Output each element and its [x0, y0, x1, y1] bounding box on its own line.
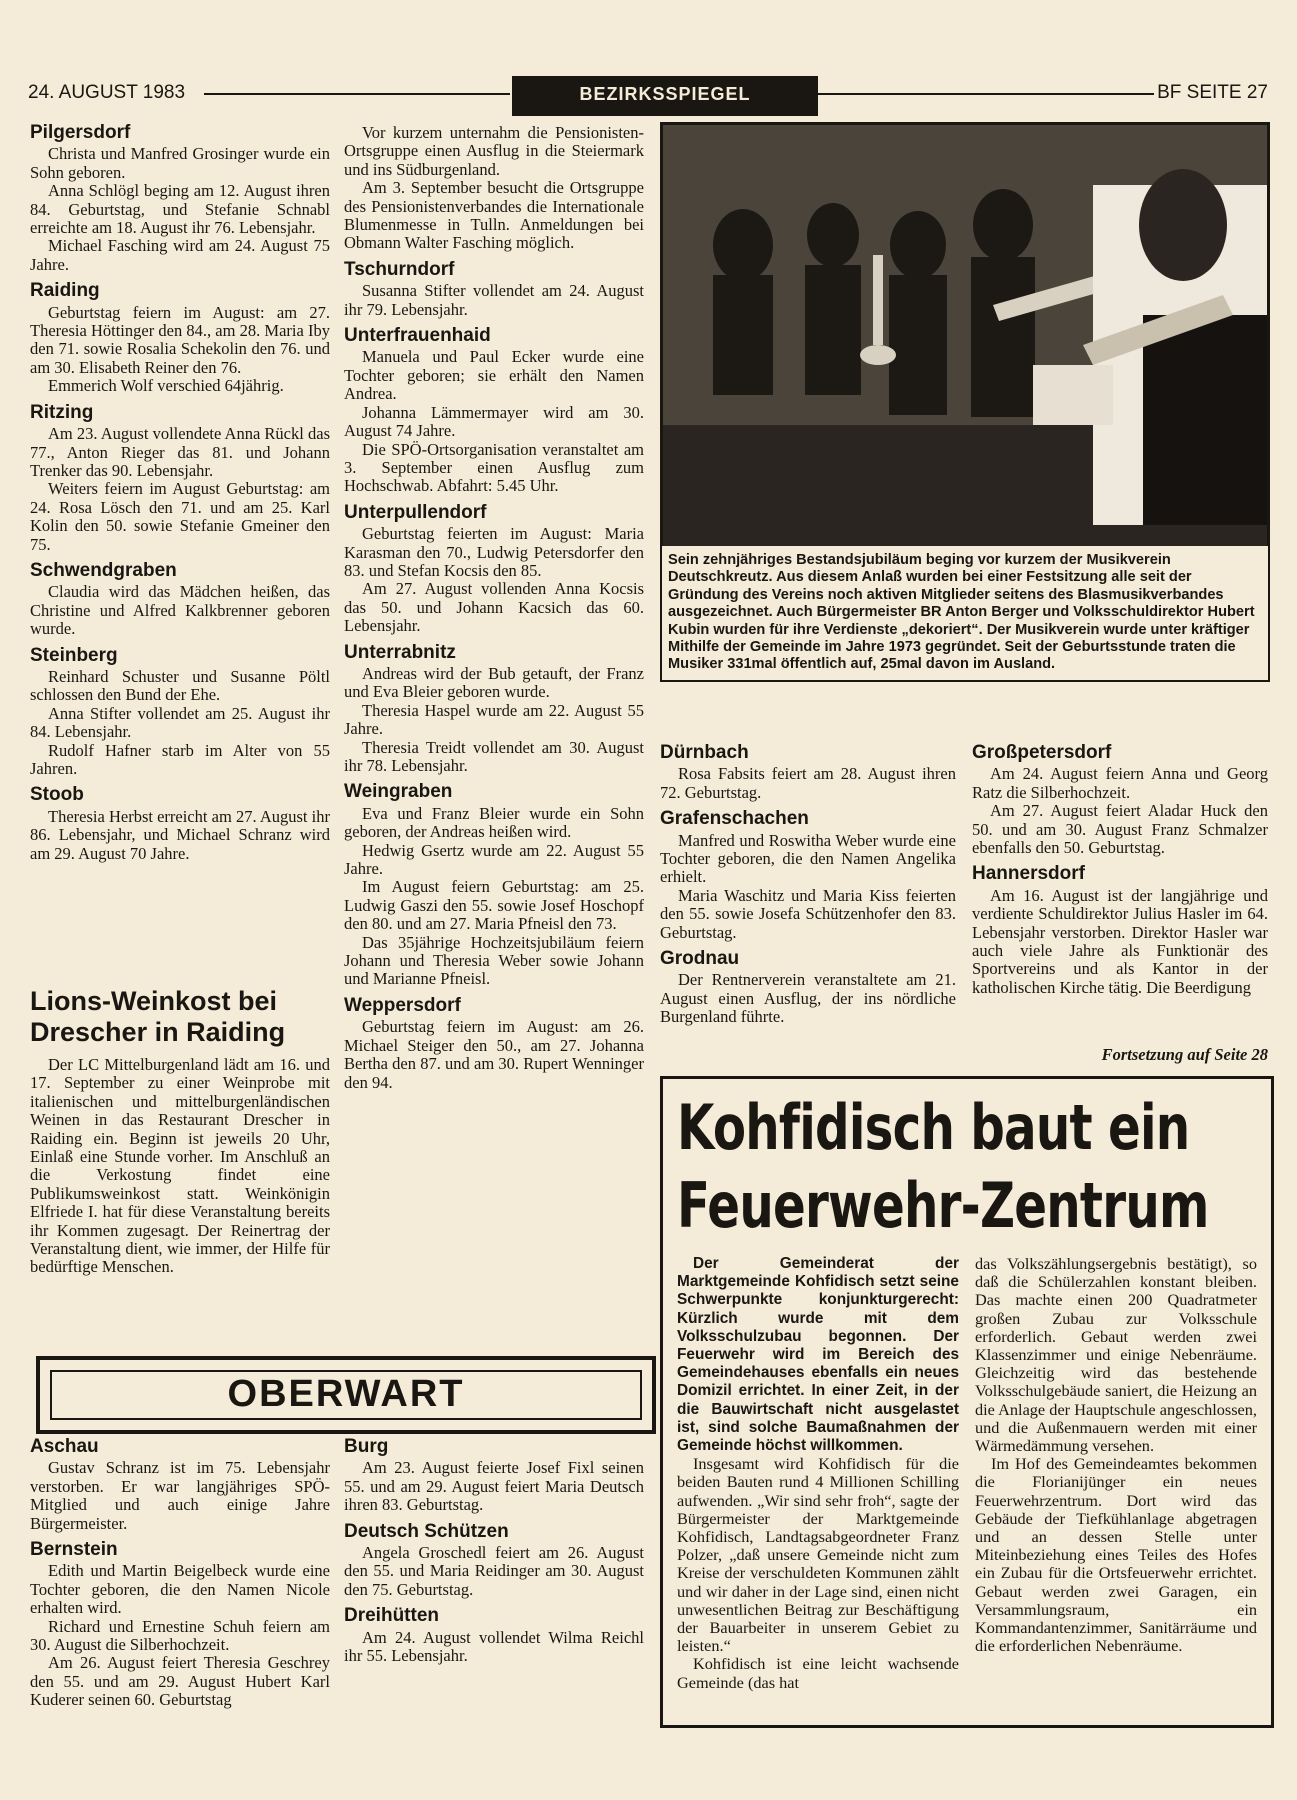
heading-grodnau: Grodnau	[660, 948, 740, 970]
page-header	[28, 76, 1268, 112]
oberwart-column-1	[30, 1438, 330, 1710]
news-item: Am 3. September besucht die Ortsgruppe des Pensionistenverbandes die Internationale Blumenmesse in Tulln. Anmeldungen bei Obmann Walter Fasching möglich.	[344, 178, 644, 253]
heading-deutsch-schuetzen: Deutsch Schützen	[344, 1520, 509, 1542]
band-photo	[660, 122, 1270, 550]
heading-stoob: Stoob	[30, 784, 84, 806]
news-item: Geburtstag feiern im August: am 26. Michael Steiger den 50., am 27. Johanna Bertha den 87. und am 30. Rupert Wenninger den 94.	[344, 1017, 644, 1092]
news-item: Anna Stifter vollendet am 25. August ihr 84. Lebensjahr.	[30, 703, 330, 742]
heading-burg: Burg	[344, 1436, 389, 1457]
column-4	[972, 744, 1268, 997]
header-rule-right	[816, 93, 1154, 95]
continuation-note-wrap	[972, 1040, 1268, 1064]
news-item: Rudolf Hafner starb im Alter von 55 Jahren.	[30, 740, 330, 778]
continuation-note: Fortsetzung auf Seite 28	[1101, 1045, 1268, 1064]
heading-aschau: Aschau	[30, 1436, 99, 1457]
kohfidisch-paragraph: Im Hof des Gemeindeamtes bekommen die Florianijünger ein neues Feuerwehrzentrum. Dort wird das Gebäude der Tiefkühlanlage abgetragen und an dessen Stelle unter Miteinbeziehung eines Teiles des Hofes ein Zubau für die Ortsfeuerwehr errichtet. Gebaut werden zwei Garagen, ein Versammlungsraum, ein Kommandantenzimmer, Sanitärräume und die erforderlichen Nebenräume.	[975, 1454, 1257, 1656]
news-item: Am 26. August feiert Theresia Geschrey den 55. und am 29. August Hubert Karl Kuderer seinen 60. Geburtstag	[30, 1653, 330, 1710]
heading-weppersdorf: Weppersdorf	[344, 994, 461, 1016]
issue-date: 24. AUGUST 1983	[28, 82, 186, 103]
news-item: Am 27. August feiert Aladar Huck den 50. und am 30. August Franz Schmalzer ebenfalls den 50. Geburtstag.	[972, 801, 1268, 858]
news-item: Am 23. August vollendete Anna Rückl das 77., Anton Rieger das 81. und Johann Trenker das 90. Lebensjahr.	[30, 424, 330, 480]
news-item: Anna Schlögl beging am 12. August ihren 84. Geburtstag, und Stefanie Schnabl erreichte am 18. August ihr 76. Lebensjahr.	[30, 181, 330, 238]
news-item: Am 24. August feiern Anna und Georg Ratz die Silberhochzeit.	[972, 764, 1268, 802]
news-item: Hedwig Gsertz wurde am 22. August 55 Jahre.	[344, 840, 644, 879]
heading-bernstein: Bernstein	[30, 1539, 118, 1561]
lions-article	[30, 980, 330, 1277]
lions-headline: Lions-Weinkost bei Drescher in Raiding	[30, 986, 286, 1047]
kohfidisch-paragraph: Insgesamt wird Kohfidisch für die beiden Bauten rund 4 Millionen Schilling aufwenden. „Wir sind sehr froh“, sagte der Bürgermeister der Marktgemeinde Kohfidisch, Landtagsabgeordneter Franz Polzer, „daß unsere Gemeinde nicht zum Kreise der verschuldeten Kommunen zählt und wir daher in der Lage sind, einen nicht unwesentlichen Beitrag zur Beschäftigung der Bauarbeiter in unserem Gebiet zu leisten.“	[677, 1454, 959, 1656]
news-item: Michael Fasching wird am 24. August 75 Jahre.	[30, 236, 330, 274]
kohfidisch-headline-line-1: Kohfidisch baut ein	[677, 1091, 1190, 1164]
heading-tschurndorf: Tschurndorf	[344, 258, 455, 280]
lions-text: Der LC Mittelburgenland lädt am 16. und 17. September zu einer Weinprobe mit italienischen und mittelburgenländischen Weinen in das Restaurant Drescher in Raiding ein. Beginn ist jeweils 20 Uhr, Einlaß eine Stunde vorher. Im Anschluß an die Verkostung findet eine Publikumsweinkost statt. Weinkönigin Elfriede I. hat für diese Veranstaltung bereits ihr Kommen zugesagt. Der Reinertrag der Veranstaltung dient, wie immer, der Hilfe für bedürftige Menschen.	[30, 1055, 330, 1277]
news-item: Johanna Lämmermayer wird am 30. August 74 Jahre.	[344, 402, 644, 441]
news-item: Christa und Manfred Grosinger wurde ein Sohn geboren.	[30, 144, 330, 182]
heading-pilgersdorf: Pilgersdorf	[30, 122, 131, 143]
news-item: Geburtstag feierten im August: Maria Karasman den 70., Ludwig Petersdorfer den 83. und Stefan Kocsis den 85.	[344, 524, 644, 580]
musicians-illustration	[663, 125, 1267, 547]
heading-raiding: Raiding	[30, 280, 100, 302]
news-item: Im August feiern Geburtstag: am 25. Ludwig Gaszi den 55. sowie Josef Hoschopf den 80. und am 27. Maria Pfneisl den 73.	[344, 877, 644, 934]
kohfidisch-right-column	[975, 1255, 1257, 1655]
news-item: Emmerich Wolf verschied 64jährig.	[48, 376, 284, 396]
news-item: Andreas wird der Bub getauft, der Franz und Eva Bleier geboren wurde.	[344, 663, 644, 702]
heading-grafenschachen: Grafenschachen	[660, 808, 809, 830]
news-item: Edith und Martin Beigelbeck wurde eine Tochter geboren, die den Namen Nicole erhalten wird.	[30, 1561, 330, 1618]
news-item: Gustav Schranz ist im 75. Lebensjahr verstorben. Er war langjähriges SPÖ-Mitglied und auch einige Jahre Bürgermeister.	[30, 1458, 330, 1533]
news-item: Rosa Fabsits feiert am 28. August ihren 72. Geburtstag.	[660, 764, 956, 802]
kohfidisch-headline	[677, 1089, 1209, 1245]
news-item: Am 24. August vollendet Wilma Reichl ihr 55. Lebensjahr.	[344, 1627, 644, 1666]
column-2	[344, 124, 644, 1092]
news-item: Theresia Haspel wurde am 22. August 55 Jahre.	[344, 700, 644, 739]
heading-dreihuetten: Dreihütten	[344, 1605, 439, 1627]
news-item: Am 16. August ist der langjährige und verdiente Schuldirektor Julius Hasler im 64. Lebensjahr verstorben. Direktor Hasler war auch viele Jahre als Funktionär des Sportvereins und als Kantor in der katholischen Kirche tätig. Die Beerdigung	[972, 885, 1268, 997]
news-item: Theresia Herbst erreicht am 27. August ihr 86. Lebensjahr, und Michael Schranz wird am 29. August 70 Jahre.	[30, 806, 330, 863]
news-item: Die SPÖ-Ortsorganisation veranstaltet am 3. September einen Ausflug zum Hochschwab. Abfahrt: 5.45 Uhr.	[344, 439, 644, 496]
news-item: Das 35jährige Hochzeitsjubiläum feiern Johann und Theresia Weber sowie Johann und Marianne Pfneisl.	[344, 932, 644, 989]
oberwart-column-2	[344, 1438, 644, 1665]
kohfidisch-paragraph: Kohfidisch ist eine leicht wachsende Gemeinde (das hat	[677, 1654, 959, 1692]
news-item: Theresia Treidt vollendet am 30. August ihr 78. Lebensjahr.	[344, 737, 644, 775]
heading-duernbach: Dürnbach	[660, 742, 749, 763]
heading-unterfrauenhaid: Unterfrauenhaid	[344, 325, 491, 347]
column-1	[30, 124, 330, 863]
page-number: BF SEITE 27	[1157, 82, 1268, 103]
kohfidisch-paragraph: das Volkszählungsergebnis bestätigt), so daß die Schülerzahlen konstant bleiben. Das machte einen 200 Quadratmeter großen Zubau zur Volksschule erforderlich. Gebaut werden zwei Klassenzimmer und einige Nebenräume. Gleichzeitig wird das bestehende Volksschulgebäude saniert, die Heizung an die Anlage der Hauptschule angeschlossen, und die Außenmauern werden mit einer Wärmedämmung versehen.	[975, 1254, 1257, 1456]
column-3	[660, 744, 956, 1027]
news-item: Manuela und Paul Ecker wurde eine Tochter geboren; sie erhält den Namen Andrea.	[344, 347, 644, 404]
heading-schwendgraben: Schwendgraben	[30, 559, 177, 581]
heading-weingraben: Weingraben	[344, 781, 453, 803]
news-item: Der Rentnerverein veranstaltete am 21. August einen Ausflug, der ins nördliche Burgenland führte.	[660, 970, 956, 1027]
oberwart-banner	[36, 1356, 656, 1434]
news-item: Weiters feiern im August Geburtstag: am 24. Rosa Lösch den 71. und am 25. Karl Kolin den 50. sowie Stefanie Gmeiner den 75.	[30, 479, 330, 554]
heading-unterpullendorf: Unterpullendorf	[344, 501, 487, 523]
photo-caption: Sein zehnjähriges Bestandsjubiläum beging vor kurzem der Musikverein Deutschkreutz. Aus diesem Anlaß wurden bei einer Festsitzung alle seit der Gründung des Vereins noch aktiven Mitglieder seitens des Blasmusikverbandes ausgezeichnet. Auch Bürgermeister BR Anton Berger und Volksschuldirektor Hubert Kubin wurden für ihre Verdienste „dekoriert“. Der Musikverein wurde unter kräftiger Mithilfe der Gemeinde im Jahre 1973 gegründet. Seit der Geburtsstunde traten die Musiker 331mal öffentlich auf, 25mal davon im Ausland.	[660, 546, 1270, 682]
news-item: Susanna Stifter vollendet am 24. August ihr 79. Lebensjahr.	[344, 281, 644, 319]
news-item: Eva und Franz Bleier wurde ein Sohn geboren, der Andreas heißen wird.	[344, 803, 644, 842]
news-item: Reinhard Schuster und Susanne Pöltl schlossen den Bund der Ehe.	[30, 666, 330, 705]
heading-grosspetersdorf: Großpetersdorf	[972, 742, 1112, 763]
kohfidisch-left-column	[677, 1255, 959, 1692]
news-item: Geburtstag feiern im August: am 27. Theresia Höttinger den 84., am 28. Maria Iby den 71. sowie Rosalia Schekolin den 76. und am 30. Elisabeth Reiner den 76.	[30, 302, 330, 377]
heading-ritzing: Ritzing	[30, 401, 94, 423]
oberwart-title: OBERWART	[50, 1370, 642, 1420]
news-item: Am 27. August vollenden Anna Kocsis das 50. und Johann Kacsich das 60. Lebensjahr.	[344, 579, 644, 636]
header-rule-left	[204, 93, 510, 95]
kohfidisch-article	[660, 1076, 1274, 1728]
heading-hannersdorf: Hannersdorf	[972, 863, 1085, 885]
news-item: Vor kurzem unternahm die Pensionisten-Ortsgruppe einen Ausflug in die Steiermark und ins Südburgenland.	[344, 123, 644, 179]
news-item: Richard und Ernestine Schuh feiern am 30. August die Silberhochzeit.	[30, 1616, 330, 1655]
kohfidisch-headline-line-2: Feuerwehr-Zentrum	[677, 1169, 1209, 1242]
heading-unterrabnitz: Unterrabnitz	[344, 641, 456, 663]
news-item: Claudia wird das Mädchen heißen, das Christine und Alfred Kalkbrenner geboren wurde.	[30, 582, 330, 639]
kohfidisch-lead: Der Gemeinderat der Marktgemeinde Kohfidisch setzt seine Schwerpunkte konjunkturgerecht: Kürzlich wurde mit dem Volksschulzubau begonnen. Der Feuerwehr wird im Bereich des Gemeindehauses ebenfalls ein neues Domizil errichtet. In einer Zeit, in der die Bauwirtschaft nicht ausgelastet ist, sind solche Baumaßnahmen der Gemeinde höchst willkommen.	[677, 1255, 959, 1455]
news-item: Manfred und Roswitha Weber wurde eine Tochter geboren, die den Namen Angelika erhielt.	[660, 830, 956, 887]
news-item: Angela Groschedl feiert am 26. August den 55. und Maria Reidinger am 30. August den 75. Geburtstag.	[344, 1543, 644, 1599]
news-item: Maria Waschitz und Maria Kiss feierten den 55. sowie Josefa Schützenhofer den 83. Geburtstag.	[660, 885, 956, 942]
heading-steinberg: Steinberg	[30, 644, 118, 666]
news-item: Am 23. August feierte Josef Fixl seinen 55. und am 29. August feiert Maria Deutsch ihren 83. Geburtstag.	[344, 1458, 644, 1515]
section-title: BEZIRKSSPIEGEL	[512, 76, 818, 116]
